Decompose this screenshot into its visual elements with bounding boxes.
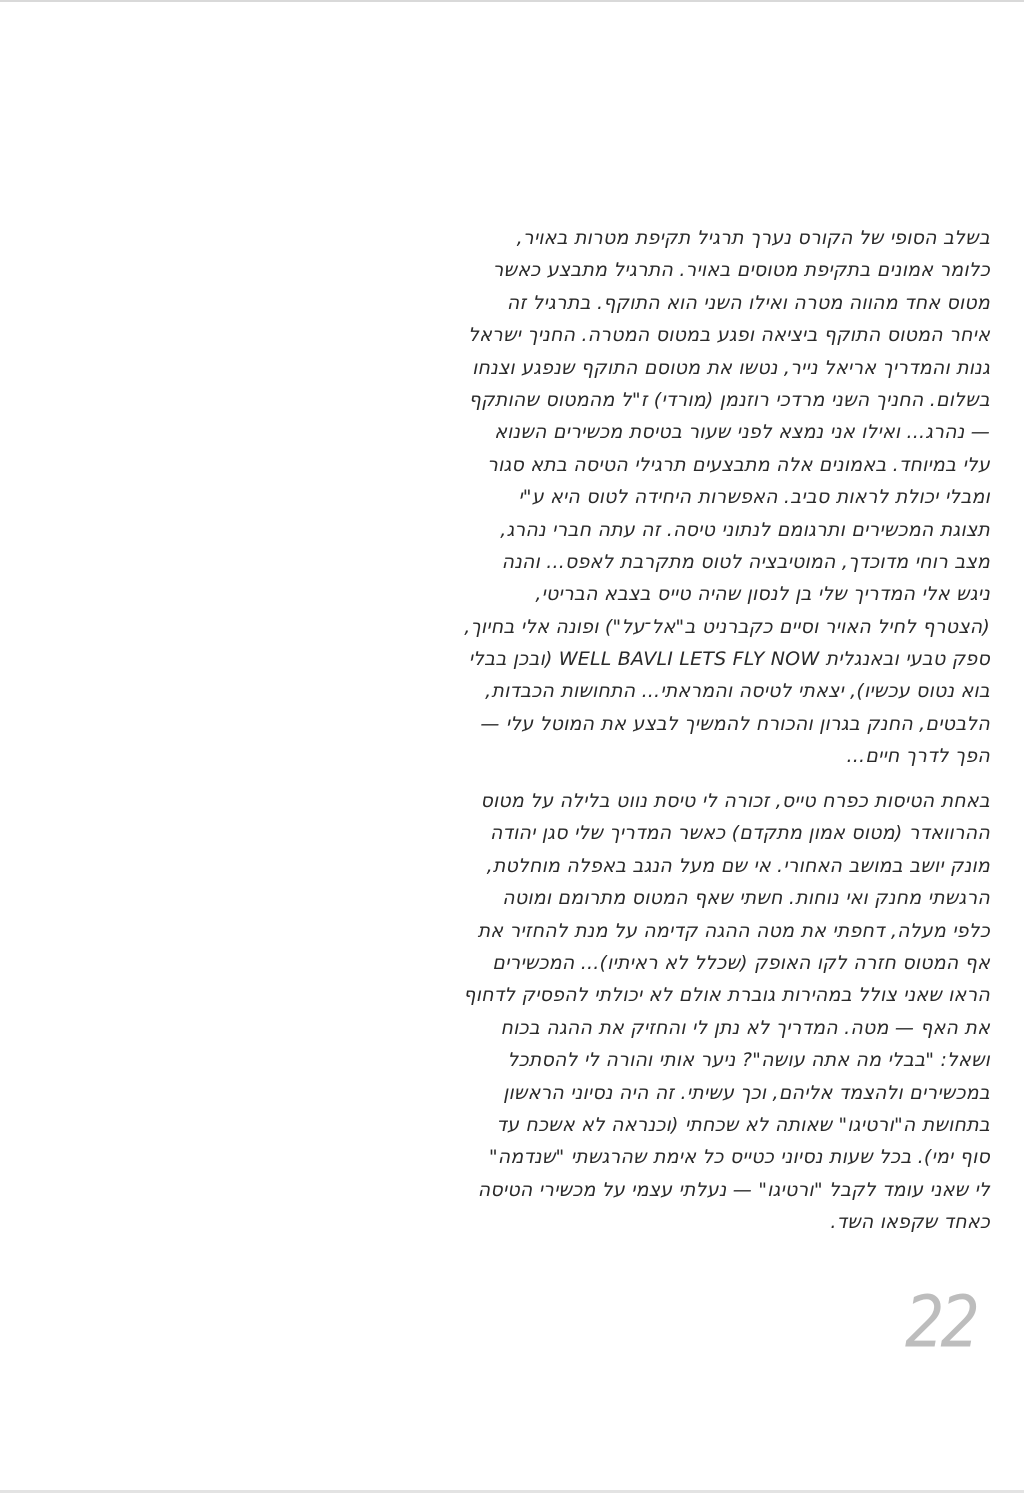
text-line: בשלב הסופי של הקורס נערך תרגיל תקיפת מטרות באויר, (516, 227, 990, 249)
text-line: עלי במיוחד. באמונים אלה מתבצעים תרגילי הטיסה בתא סגור (487, 453, 990, 476)
text-line: את האף — מטה. המדריך לא נתן לי והחזיק את ההגה בכוח (500, 1016, 990, 1039)
text-line: לי שאני עומד לקבל "ורטיגו" — נעלתי עצמי על מכשירי הטיסה (477, 1178, 990, 1201)
text-line: אף המטוס חזרה לקו האופק (שכלל לא ראיתיו)... המכשירים (492, 951, 990, 974)
paragraph-2 (220, 785, 990, 1238)
text-line: מטוס אחד מהווה מטרה ואילו השני הוא התוקף. בתרגיל זה (506, 291, 990, 314)
text-line: הפך לדרך חיים... (846, 745, 990, 768)
text-line: באחת הטיסות כפרח טייס, זכורה לי טיסת נווט בלילה על מטוס (480, 790, 990, 812)
text-line: סוף ימי). בכל שעות נסיוני כטייס כל אימת שהרגשתי "שנדמה" (488, 1146, 990, 1169)
text-line: — נהרג... ואילו אני נמצא לפני שעור בטיסת מכשירים השנוא (494, 421, 990, 444)
text-line: במכשירים ולהצמד אליהם, וכך עשיתי. זה היה נסיוני הראשון (503, 1081, 990, 1104)
text-line: הראו שאני צולל במהירות גוברת אולם לא יכולתי להפסיק לדחוף (463, 984, 990, 1007)
text-line: כלפי מעלה, דחפתי את מטה ההגה קדימה על מנת להחזיר את (477, 919, 990, 942)
text-line: ומבלי יכולת לראות סביב. האפשרות היחידה לטוס היא ע"י (518, 486, 990, 509)
text-line: כלומר אמונים בתקיפת מטוסים באויר. התרגיל מתבצע כאשר (492, 259, 990, 282)
text-line: בתחושת ה"ורטיגו" שאותה לא שכחתי (וכנראה לא אשכח עד (496, 1113, 990, 1136)
text-line: גנות והמדריך אריאל נייר, נטשו את מטוסם התוקף שנפגע וצנחו (472, 356, 990, 379)
text-line: תצוגת המכשירים ותרגומם לנתוני טיסה. זה עתה חברי נהרג, (500, 518, 990, 541)
text-line: ושאל: "בבלי מה אתה עושה"? ניער אותי והורה לי להסתכל (507, 1049, 990, 1072)
text-line: מצב רוחי מדוכדך, המוטיבציה לטוס מתקרבת לאפס... והנה (501, 550, 990, 573)
text-line: ההרוואדר (מטוס אמון מתקדם) כאשר המדריך שלי סגן יהודה (489, 822, 990, 845)
text-line: בשלום. החניך השני מרדכי רוזנמן (מורדי) ז"ל מהמטוס שהותקף (468, 388, 990, 411)
paragraph-1 (220, 222, 990, 773)
text-line: איחר המטוס התוקף ביציאה ופגע במטוס המטרה. החניך ישראל (468, 324, 990, 347)
text-line: כאחד שקפאו השד. (830, 1211, 990, 1234)
text-line: (הצטרף לחיל האויר וסיים כקברניט ב"אל־על") ופונה אלי בחיוך, (464, 615, 990, 638)
text-line: ניגש אלי המדריך שלי בן לנסון שהיה טייס בצבא הבריטי, (535, 583, 990, 606)
text-line: מונק יושב במושב האחורי. אי שם מעל הנגב באפלה מוחלטת, (486, 854, 990, 877)
page-number: 22 (905, 1280, 976, 1364)
text-line: בוא נטוס עכשיו), יצאתי לטיסה והמראתי... התחושות הכבדות, (485, 680, 990, 703)
scan-edge-top (0, 0, 1024, 2)
text-line: ספק טבעי ובאנגלית WELL BAVLI LETS FLY NOW (ובכן בבלי (468, 648, 990, 671)
text-line: הלבטים, החנק בגרון והכורח להמשיך לבצע את המוטל עלי — (480, 712, 990, 735)
text-line: הרגשתי מחנק ואי נוחות. חשתי שאף המטוס מתרומם ומוטה (502, 887, 990, 910)
